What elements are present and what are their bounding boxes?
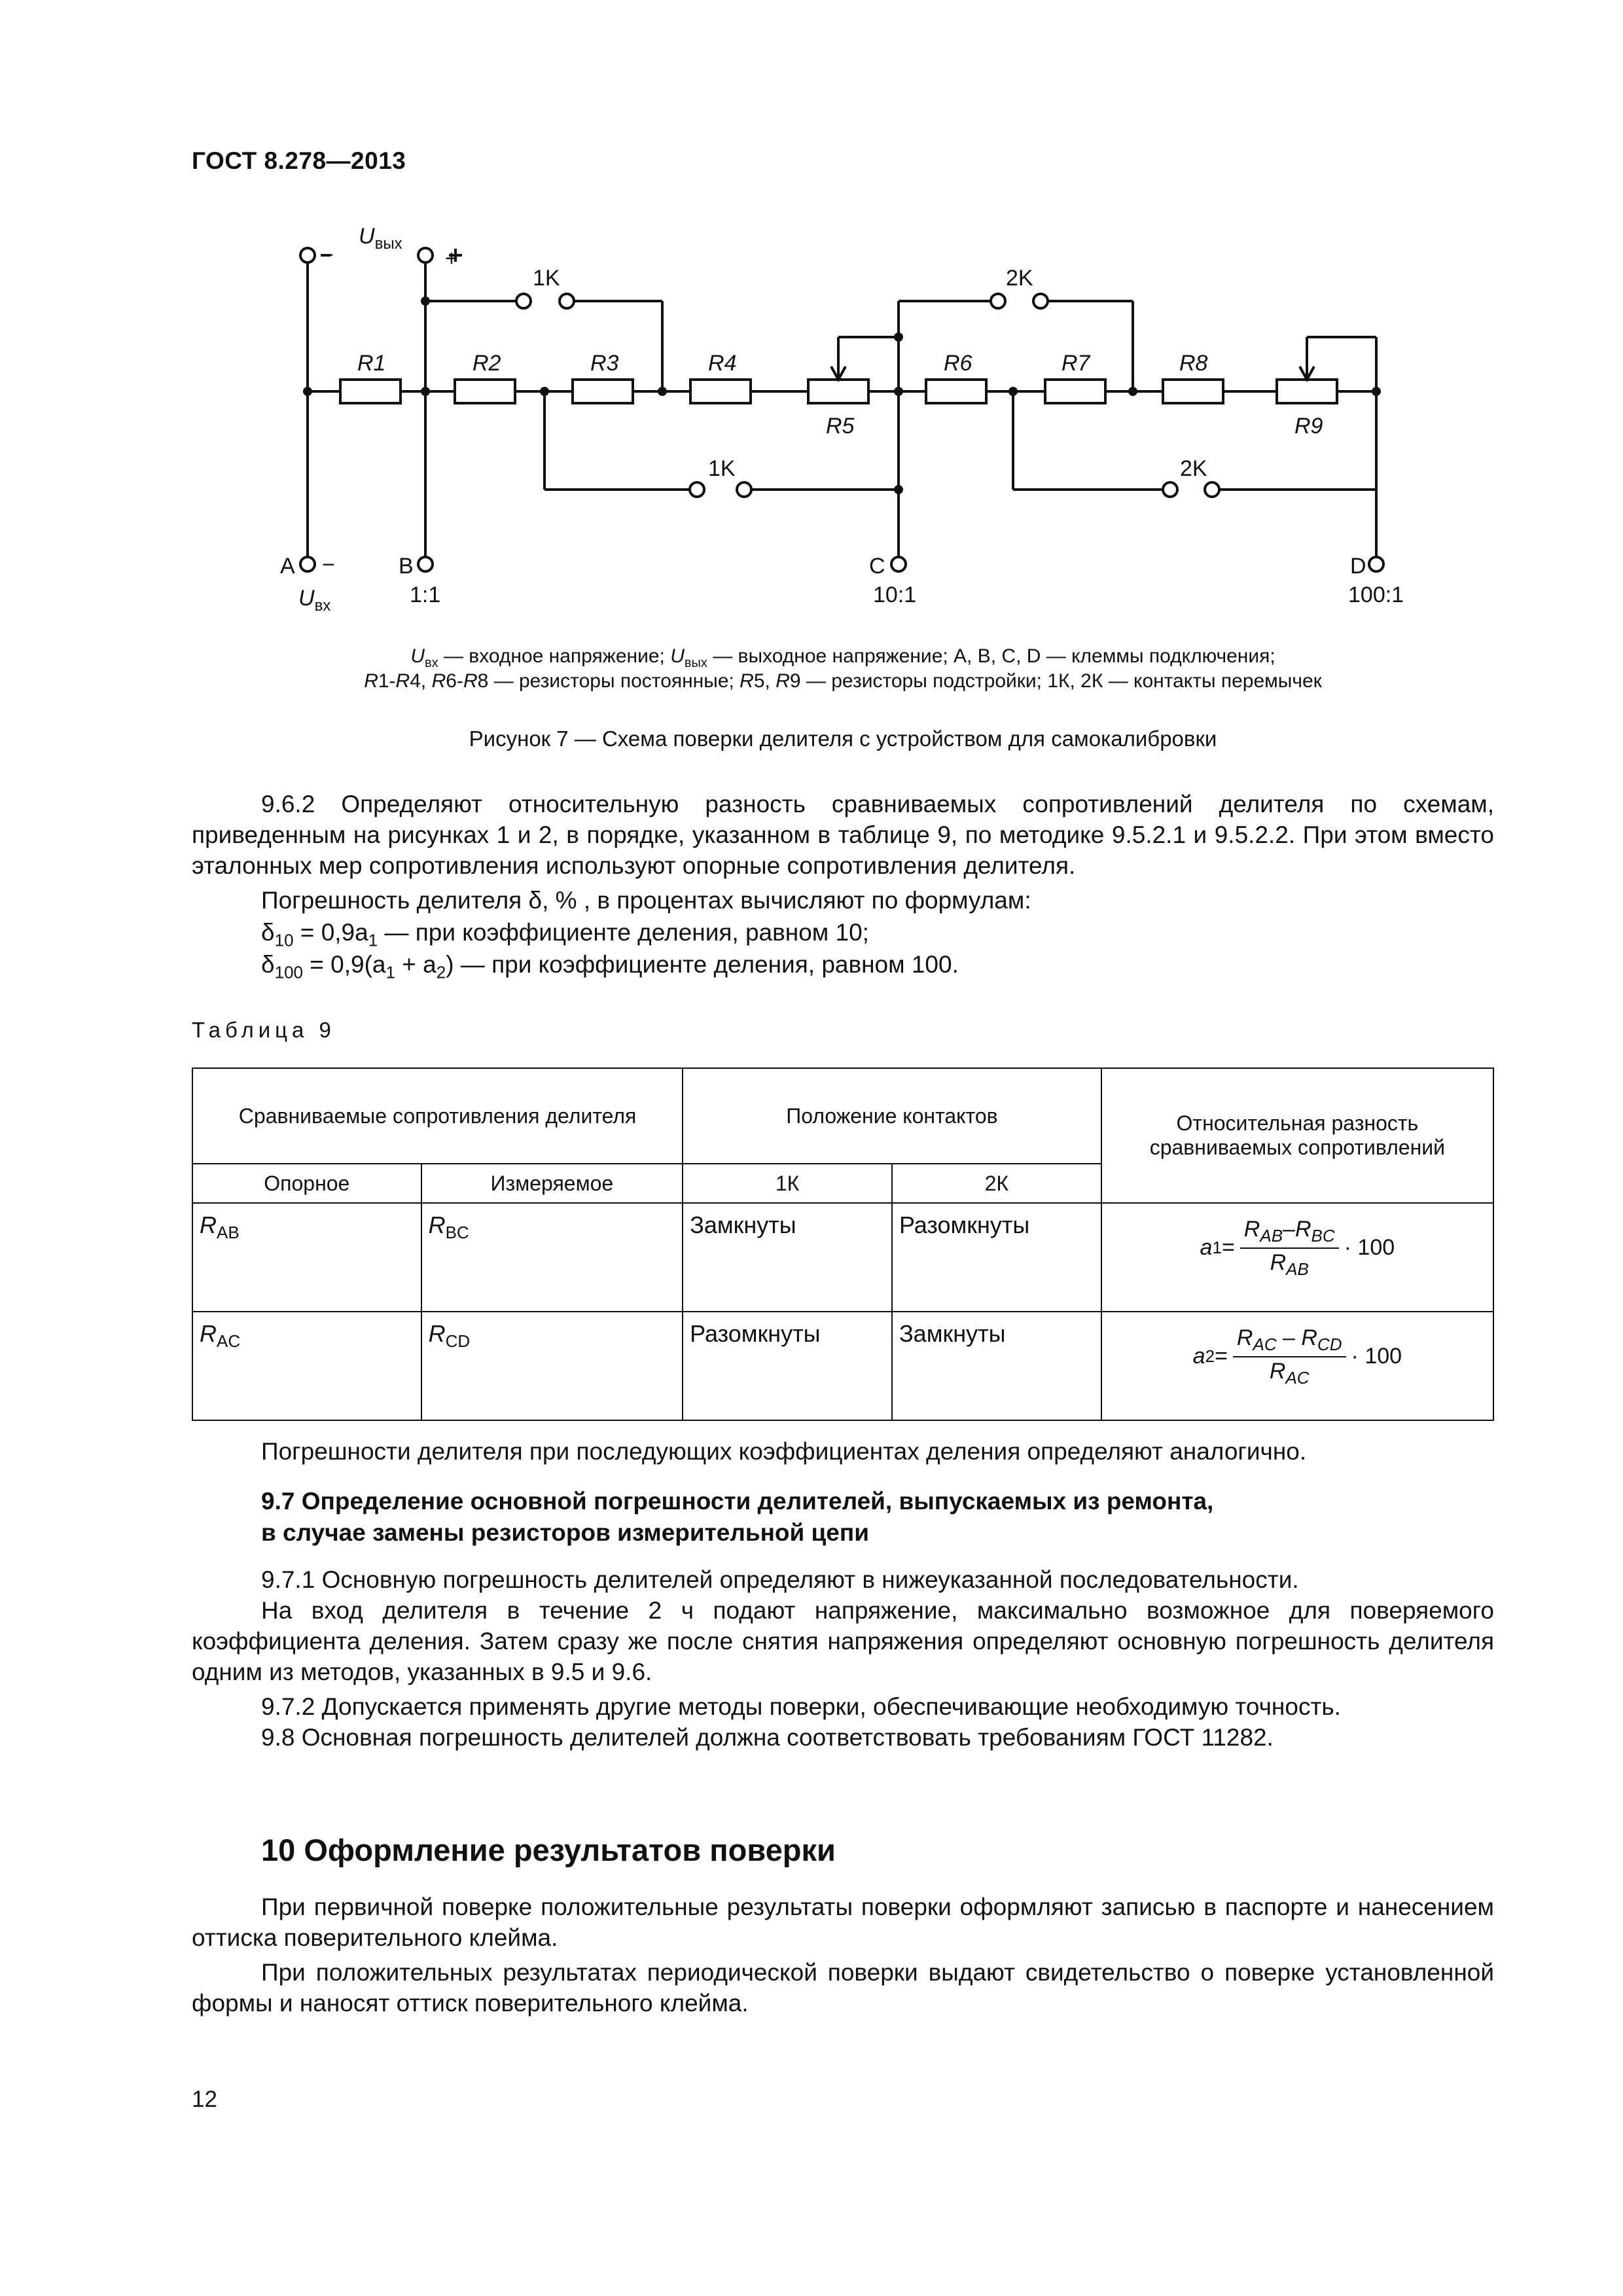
cell-k1: Разомкнуты [683,1312,892,1420]
cell-k2: Замкнуты [892,1312,1101,1420]
ratio-c-label: 10:1 [873,583,917,607]
resistor-r5 [808,380,868,403]
terminal-d-label: D [1350,554,1366,579]
table-row [192,1312,1493,1420]
cell-k1: Замкнуты [683,1203,892,1312]
r5-label: R5 [826,414,855,439]
r9-label: R9 [1294,414,1323,439]
terminal-circle [418,248,433,262]
u-in-label: $U_{вх}$ [298,586,331,615]
resistor-r9 [1277,380,1337,403]
contact-circle [516,294,531,308]
k2-bottom-label: 2K [1180,456,1207,481]
r6-label: R6 [944,351,972,376]
cell-formula-a1: a 1 = $\frac{R_{AB}-R_{BC}}{R_{AB}}$ · 100 [1101,1203,1493,1312]
contact-circle [1033,294,1048,308]
junction-dot [421,387,430,396]
junction-dot [540,387,549,396]
terminal-circle [418,557,433,571]
header-contact-position: Положение контактов [683,1068,1101,1164]
contact-circle [737,482,751,497]
terminal-a-label: A [280,554,295,579]
contact-circle [690,482,704,497]
header-relative-difference: Относительная разность сравниваемых сопротивлений [1101,1068,1493,1203]
junction-dot [894,332,903,342]
terminal-c-label: C [869,554,885,579]
r4-label: R4 [708,351,737,376]
table-row [192,1203,1493,1312]
minus-sign: − [321,243,334,268]
subsection-9-7-title-line-2: в случае замены резисторов измерительной цепи [261,1519,869,1546]
junction-dot [421,296,430,306]
cell-reference: $R_{AC}$ [192,1312,421,1420]
contact-circle [1163,482,1177,497]
contact-circle [1205,482,1219,497]
figure-legend-line-1: $U_{вх}$ — входное напряжение; $U_{вых}$ — выходное напряжение; А, В, С, D — клеммы подключения; [410,645,1275,670]
junction-dot [658,387,667,396]
resistor-r2 [455,380,515,403]
paragraph-9-8: 9.8 Основная погрешность делителей должна соответствовать требованиям ГОСТ 11282. [261,1724,1274,1751]
figure-caption: Рисунок 7 — Схема поверки делителя с устройством для самокалибровки [469,726,1217,751]
table-9-title: Таблица 9 [192,1018,336,1042]
terminal-b-label: B [399,554,414,579]
resistor-r3 [573,380,633,403]
junction-dot [1008,387,1018,396]
junction-dot [303,387,312,396]
junction-dot [1128,387,1137,396]
cell-measured: $R_{BC}$ [421,1203,683,1312]
contact-circle [991,294,1005,308]
formula-delta-10: $\delta_{10} = 0,9a_1$ — при коэффициенте деления, равном 10; [261,919,869,950]
junction-dot [1372,387,1381,396]
paragraph-9-7-1: 9.7.1 Основную погрешность делителей определяют в нижеуказанной последовательности. [261,1566,1299,1593]
paragraph-9-6-2: 9.6.2 Определяют относительную разность сравниваемых сопротивлений делителя по схемам, приведенным на рисунках 1 и 2, в порядке, указанном в таблице 9, по методике 9.5.2.1 и 9.5.2.2. При этом вместо эталонных мер сопротивления используют опорные сопротивления делителя. [192,791,1494,879]
paragraph-after-table: Погрешности делителя при последующих коэффициентах деления определяют аналогично. [261,1438,1307,1465]
r2-label: R2 [473,351,501,376]
r8-label: R8 [1179,351,1208,376]
cell-measured: $R_{CD}$ [421,1312,683,1420]
table-9 [192,1067,1494,1421]
header-reference: Опорное [192,1164,421,1203]
figure-legend-line-2: R1-R4, R6-R8 — резисторы постоянные; R5, R9 — резисторы подстройки; 1К, 2К — контакты перемычек [364,670,1322,692]
terminal-circle [300,557,315,571]
resistor-r8 [1163,380,1223,403]
resistor-r4 [690,380,751,403]
terminal-circle [891,557,906,571]
paragraph-9-7-1-continued: На вход делителя в течение 2 ч подают напряжение, максимально возможное для поверяемого коэффициента деления. Затем сразу же после снятия напряжения определяют основную погрешность делителя одним из методов, указанных в 9.5 и 9.6. [192,1597,1494,1685]
ratio-b-label: 1:1 [410,583,441,607]
formula-delta-100: $\delta_{100} = 0,9(a_1 + a_2)$ — при коэффициенте деления, равном 100. [261,951,959,982]
paragraph-error-formula-intro: Погрешность делителя δ, % , в процентах вычисляют по формулам: [261,887,1031,914]
circuit-diagram [0,0,1623,655]
resistor-r7 [1045,380,1105,403]
header-k1: 1К [683,1164,892,1203]
header-k2: 2К [892,1164,1101,1203]
minus-sign-a: − [322,552,335,577]
k1-bottom-label: 1K [708,456,736,481]
page-number: 12 [192,2087,217,2112]
section-10-heading: 10 Оформление результатов поверки [261,1833,836,1867]
cell-reference: $R_{AB}$ [192,1203,421,1312]
junction-dot [894,485,903,494]
cell-k2: Разомкнуты [892,1203,1101,1312]
contact-circle [560,294,574,308]
header-measured: Измеряемое [421,1164,683,1203]
cell-formula-a2: a 2 = $\frac{R_{AC} - R_{CD}}{R_{AC}}$ · 100 [1101,1312,1493,1420]
terminal-circle [1369,557,1383,571]
header-compared-resistances: Сравниваемые сопротивления делителя [192,1068,683,1164]
r3-label: R3 [590,351,619,376]
resistor-r6 [926,380,986,403]
terminal-circle [300,248,315,262]
paragraph-10-1: При первичной поверке положительные результаты поверки оформляют записью в паспорте и нанесением оттиска поверительного клейма. [192,1893,1494,1951]
r7-label: R7 [1061,351,1090,376]
document-code-header: ГОСТ 8.278—2013 [192,147,406,174]
k2-top-label: 2K [1006,266,1033,291]
resistor-r1 [340,380,401,403]
u-out-label: $U_{вых}$ [359,224,402,253]
subsection-9-7-title-line-1: 9.7 Определение основной погрешности делителей, выпускаемых из ремонта, [261,1488,1214,1515]
r1-label: R1 [357,351,386,376]
k1-top-label: 1K [533,266,560,291]
paragraph-10-2: При положительных результатах периодической поверки выдают свидетельство о поверке установленной формы и наносят оттиск поверительного клейма. [192,1959,1494,2017]
junction-dot [894,387,903,396]
paragraph-9-7-2: 9.7.2 Допускается применять другие методы поверки, обеспечивающие необходимую точность. [261,1693,1341,1720]
plus-sign: + [445,246,458,271]
ratio-d-label: 100:1 [1348,583,1404,607]
